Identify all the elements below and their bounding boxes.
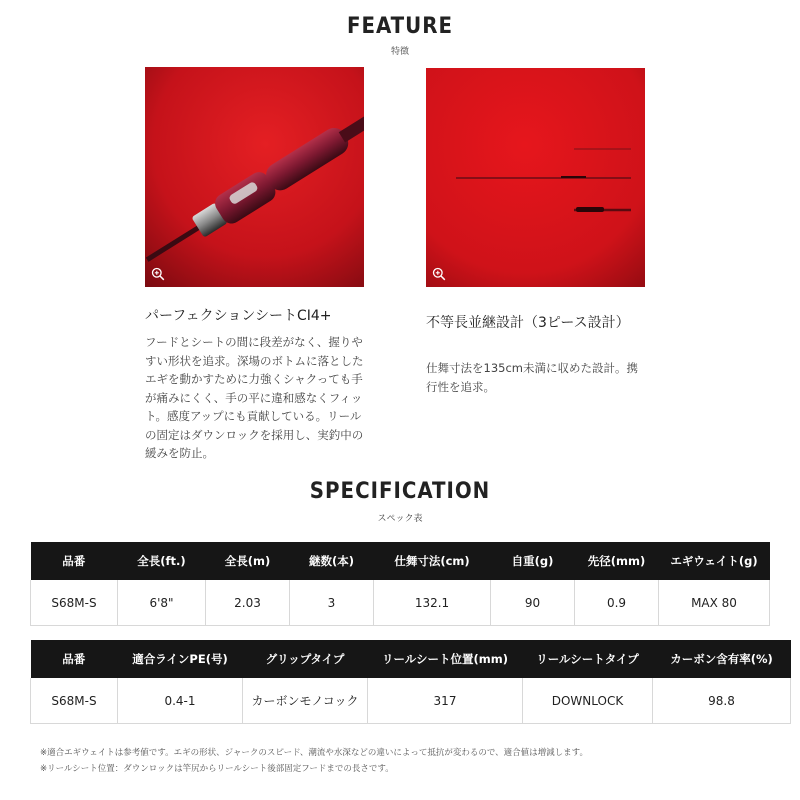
table-cell: カーボンモノコック: [243, 678, 368, 724]
table-cell: S68M-S: [31, 678, 118, 724]
header-cell: リールシート位置(mm): [368, 640, 523, 678]
feature-1-title: パーフェクションシートCI4+: [145, 308, 332, 324]
table-cell: 0.9: [575, 580, 659, 626]
table-cell: MAX 80: [659, 580, 770, 626]
header-cell: リールシートタイプ: [523, 640, 653, 678]
table-cell: 90: [491, 580, 575, 626]
table-cell: S68M-S: [31, 580, 118, 626]
spec-table-2-header-row: [31, 640, 791, 678]
table-cell: 3: [290, 580, 374, 626]
table-cell: 98.8: [653, 678, 791, 724]
feature-2-description: 仕舞寸法を135cm未満に収めた設計。携行性を追求。: [426, 361, 638, 394]
specification-subtitle: スペック表: [377, 514, 423, 524]
feature-image-rod-sections[interactable]: [426, 68, 645, 287]
reel-seat-photo: [145, 67, 364, 287]
table-cell: DOWNLOCK: [523, 678, 653, 724]
header-cell: エギウェイト(g): [659, 542, 770, 580]
feature-title: FEATURE: [347, 14, 453, 39]
zoom-in-icon[interactable]: [151, 267, 165, 281]
header-cell: 全長(m): [206, 542, 290, 580]
header-cell: グリップタイプ: [243, 640, 368, 678]
table-cell: 6'8": [118, 580, 206, 626]
header-cell: 品番: [31, 542, 118, 580]
header-cell: カーボン含有率(%): [653, 640, 791, 678]
header-cell: 仕舞寸法(cm): [374, 542, 491, 580]
spec-table-1-header-row: [31, 542, 770, 580]
header-cell: 継数(本): [290, 542, 374, 580]
spec-note-1: ※適合エギウェイトは参考値です。エギの形状、ジャークのスピード、潮流や水深などの違いによって抵抗が変わるので、適合値は増減します。: [40, 748, 588, 758]
table-cell: 2.03: [206, 580, 290, 626]
table-cell: 0.4-1: [118, 678, 243, 724]
feature-subtitle: 特徴: [390, 47, 409, 57]
table-cell: 317: [368, 678, 523, 724]
feature-1-description: フードとシートの間に段差がなく、握りやすい形状を追求。深場のボトムに落としたエギを動かすために力強くシャクっても手が痛みにくく、手の平に違和感なくフィット。感度アップにも貢献している。リールの固定はダウンロックを採用し、実釣中の緩みを防止。: [145, 335, 364, 460]
spec-table-2: [30, 640, 791, 724]
table-cell: 132.1: [374, 580, 491, 626]
zoom-in-icon[interactable]: [432, 267, 446, 281]
header-cell: 適合ラインPE(号): [118, 640, 243, 678]
specification-title: SPECIFICATION: [309, 479, 491, 504]
spec-note-2: ※リールシート位置：ダウンロックは竿尻からリールシート後部固定フードまでの長さです。: [40, 764, 394, 774]
rod-sections-photo: [426, 68, 645, 287]
table-row: [31, 580, 770, 626]
header-cell: 先径(mm): [575, 542, 659, 580]
header-cell: 品番: [31, 640, 118, 678]
table-row: [31, 678, 791, 724]
header-cell: 全長(ft.): [118, 542, 206, 580]
feature-2-title: 不等長並継設計（3ピース設計）: [426, 315, 630, 331]
header-cell: 自重(g): [491, 542, 575, 580]
feature-image-reel-seat[interactable]: [145, 67, 364, 287]
spec-table-1: [30, 542, 770, 626]
